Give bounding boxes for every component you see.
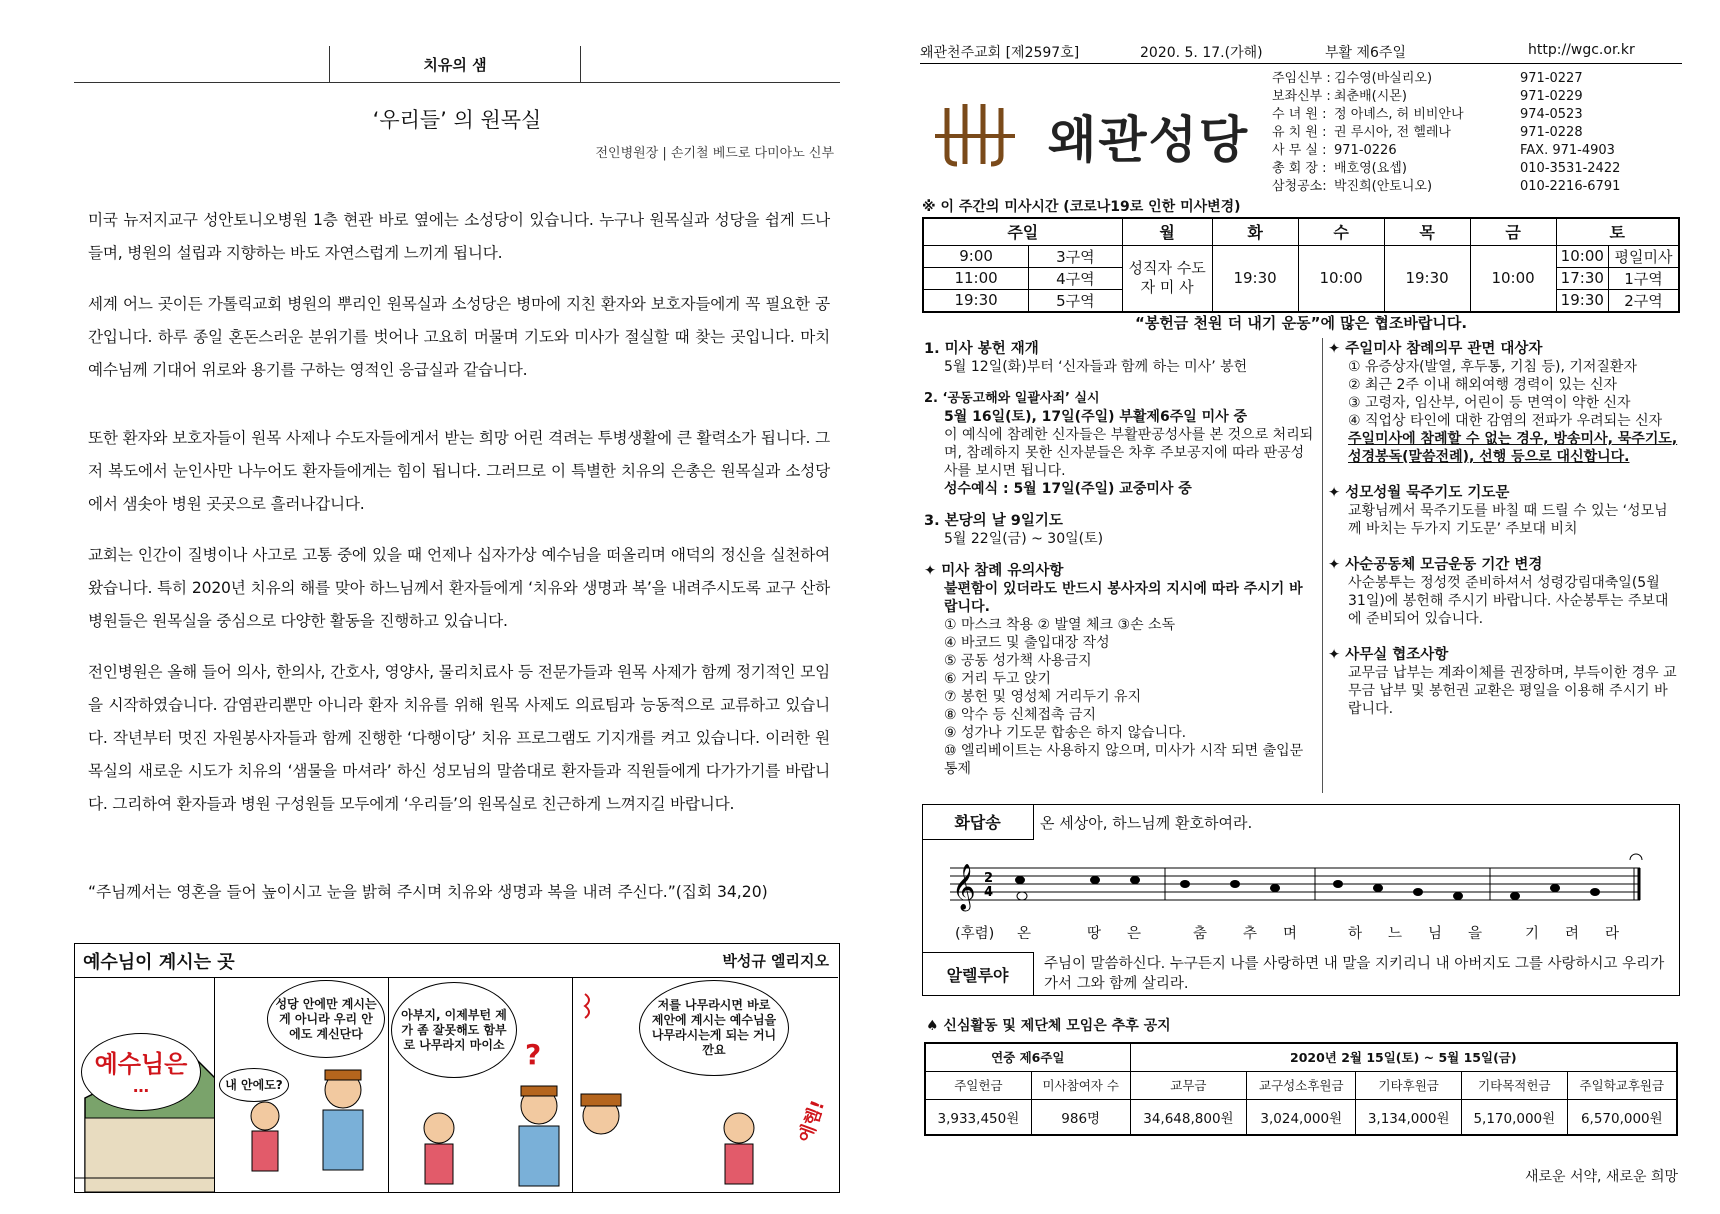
notices-column-2: ✦ 주일미사 참례의무 관면 대상자 ① 유증상자(발열, 후두통, 기침 등), 기저질환자 ② 최근 2주 이내 해외여행 경력이 있는 신자 ③ 고령자, 임산부, 어린이 등 면역이 약한 신자 ④ 직업상 타인에 대한 감염의 전파가 우려되는 신자 주일미사에 참례할 수 없는 경우, 방송미사, 묵주기도, 성경봉독(말씀전례), 선행 등으로 대신합니다. ✦ 성모성월 묵주기도 기도문 교황님께서 묵주기도를 바칠 때 드릴 수 있는 ‘성모님께 바치는 두가지 기도문’ 주보대 비치 ✦ 사순공동체 모금운동 기간 변경 사순봉투는 정성껏 준비하셔서 성령강림대축일(5월 31일)에 봉헌해 주시기 바랍니다. 사순봉투는 주보대에 준비되어 있습니다. ✦ 사무실 협조사항 교무금 납부는 계좌이체를 권장하며, 부득이한 경우 교무금 납부 및 봉헌권 교환은 평일을 이용해 주시기 바랍니다. — [1328, 341, 1678, 717]
staff-row: 총 회 장 : 배호영(요셉) 010-3531-2422 — [1272, 161, 1621, 176]
panel4-bubble: 저를 나무라시면 바로 제안에 계시는 예수님을 나무라시는게 되는 거니깐요 — [639, 980, 789, 1076]
cartoon-panel-1 — [75, 978, 215, 1192]
day-header: 주일 — [923, 218, 1122, 245]
staff-row: 유 치 원 : 권 루시아, 전 헬레나 971-0228 — [1272, 125, 1583, 140]
panel1-dots: … — [133, 1076, 149, 1096]
paragraph-2: 세계 어느 곳이든 가톨릭교회 병원의 뿌리인 원목실과 소성당은 병마에 지친 환자와 보호자들에게 꼭 필요한 공간입니다. 하루 종일 혼돈스러운 분위기를 벗어나 고요히 머물며 기도와 미사가 절실할 때 찾는 곳입니다. 마치 예수님께 기대어 위로와 용기를 구하는 영적인 응급실과 같습니다. — [88, 295, 830, 379]
scripture-quote: “주님께서는 영혼을 들어 높이시고 눈을 밝혀 주시며 치유와 생명과 복을 내려 주신다.”(집회 34,20) — [88, 883, 768, 901]
panel1-text: 예수님은 — [94, 1049, 188, 1078]
psalm-label: 화답송 — [922, 804, 1034, 840]
music-staff — [940, 848, 1670, 918]
staff-row: 삼청공소: 박진희(안토니오) 010-2216-6791 — [1272, 179, 1621, 194]
staff-row: 수 녀 원 : 정 아녜스, 허 비비안나 974-0523 — [1272, 107, 1583, 122]
liturgical-week: 부활 제6주일 — [1325, 45, 1406, 61]
stats-week: 연중 제6주일 — [925, 1043, 1130, 1071]
cartoon-strip — [74, 943, 840, 1193]
day-header: 목 — [1384, 218, 1470, 245]
cartoon-panel-2 — [215, 978, 389, 1192]
paragraph-4: 교회는 인간이 질병이나 사고로 고통 중에 있을 때 언제나 십자가상 예수님을 떠올리며 애덕의 정신을 실천하여 왔습니다. 특히 2020년 치유의 해를 맞아 하느님께서 환자들에게 ‘치유와 생명과 복’을 내려주시도록 교구 산하 병원들은 원목실을 중심으로 다양한 활동을 진행하고 있습니다. — [88, 546, 830, 630]
section-title: 치유의 샘 — [329, 46, 581, 83]
website-link[interactable]: http://wgc.or.kr — [1528, 42, 1635, 58]
cartoon-title: 예수님이 계시는 곳 — [83, 952, 235, 973]
notices-column-1: 1. 미사 봉헌 재개 5월 12일(화)부터 ‘신자들과 함께 하는 미사’ 봉헌 2. ‘공동고해와 일괄사죄’ 실시 5월 16일(토), 17일(주일) 부활제6주일 미사 중 이 예식에 참례한 신자들은 부활판공성사를 본 것으로 처리되며, 참례하지 못한 신자분들은 차후 주보공지에 따라 판공성사를 보시면 됩니다. 성수예식 : 5월 17일(주일) 교중미사 중 3. 본당의 날 9일기도 5월 22일(금) ~ 30일(토) ✦ 미사 참례 유의사항 불편함이 있더라도 반드시 봉사자의 지시에 따라 주시기 바랍니다. ① 마스크 착용 ② 발열 체크 ③손 소독 ④ 바코드 및 출입대장 작성 ⑤ 공동 성가책 사용금지 ⑥ 거리 두고 앉기 ⑦ 봉헌 및 영성체 거리두기 유지 ⑧ 악수 등 신체접촉 금지 ⑨ 성가나 기도문 합송은 하지 않습니다. ⑩ 엘리베이트는 사용하지 않으며, 미사가 시작 되면 출입문 통제 — [924, 341, 1314, 777]
cartoon-panel-3 — [389, 978, 573, 1192]
church-name: 왜관성당 — [1048, 111, 1250, 169]
article-author: 전인병원장 | 손기철 베드로 다미아노 신부 — [595, 146, 834, 161]
panel4-shout: 에헴! — [794, 1097, 830, 1146]
offering-slogan: “봉헌금 천원 더 내기 운동”에 많은 협조바랍니다. — [1134, 314, 1468, 332]
issue-date: 2020. 5. 17.(가해) — [1140, 45, 1263, 61]
article-title: ‘우리들’ 의 원목실 — [372, 108, 542, 132]
day-header: 화 — [1212, 218, 1298, 245]
paragraph-3: 또한 환자와 보호자들이 원목 사제나 수도자들에게서 받는 희망 어린 격려는 투병생활에 큰 활력소가 됩니다. 그저 복도에서 눈인사만 나누어도 환자들에게는 힘이 됩니다. 그러므로 이 특별한 치유의 은총은 원목실과 소성당에서 샘솟아 병원 곳곳으로 흘러나갑니다. — [88, 429, 830, 513]
svg-text:4: 4 — [984, 885, 994, 900]
footer-motto: 새로운 서약, 새로운 희망 — [1524, 1169, 1678, 1185]
day-header: 금 — [1470, 218, 1556, 245]
alleluia-label: 알렐루야 — [922, 952, 1034, 996]
panel3-child-bubble: 아부지, 이제부턴 제가 좀 잘못해도 함부로 나무라지 마이소 — [391, 982, 517, 1078]
staff-row: 주임신부 : 김수영(바실리오) 971-0227 — [1272, 71, 1583, 86]
cartoon-panel-4 — [573, 978, 839, 1192]
offering-stats-table: 연중 제6주일 2020년 2월 15일(토) ~ 5월 15일(금) 주일헌금 미사참여자 수 교무금 교구성소후원금 기타후원금 기타목적헌금 주일학교후원금 3,933,450원 986명 34,648,800원 3,024,000원 3,134,000원 5,170,000원 6,570,000원 — [924, 1042, 1678, 1136]
paragraph-1: 미국 뉴저지교구 성안토니오병원 1층 현관 바로 옆에는 소성당이 있습니다. 누구나 원목실과 성당을 쉽게 드나들며, 병원의 설립과 지향하는 바도 자연스럽게 느끼게 됩니다. — [88, 211, 830, 262]
monday-mass: 성직자 수도자 미 사 — [1122, 245, 1212, 312]
svg-text:𝄞: 𝄞 — [952, 864, 976, 910]
alleluia-verse: 주님이 말씀하신다. 누구든지 나를 사랑하면 내 말을 지키리니 내 아버지도 그를 사랑하시고 우리가 가서 그와 함께 살리라. — [1044, 956, 1665, 992]
mass-notice: ※ 이 주간의 미사시간 (코로나19로 인한 미사변경) — [922, 199, 1241, 215]
svg-text:2: 2 — [984, 871, 994, 886]
column-divider — [1322, 338, 1323, 793]
panel3-question: ? — [525, 1038, 542, 1071]
stats-notice: ♠ 신심활동 및 제단체 모임은 추후 공지 — [926, 1018, 1171, 1034]
day-header: 수 — [1298, 218, 1384, 245]
mass-schedule-table: 주일 월 화 수 목 금 토 9:00 3구역 성직자 수도자 미 사 19:30 10:00 19:30 10:00 10:00 평일미사 11:00 4구역 17:30 1구역 19:30 5구역 19:30 2구역 — [922, 217, 1680, 313]
staff-row: 보좌신부 : 최춘배(시몬) 971-0229 — [1272, 89, 1583, 104]
panel2-adult-bubble: 성당 안에만 계시는게 아니라 우리 안에도 계신단다 — [267, 980, 385, 1058]
church-logo — [935, 100, 1015, 170]
parish-issue: 왜관천주교회 [제2597호] — [920, 45, 1080, 61]
staff-row: 사 무 실 : 971-0226 FAX. 971-4903 — [1272, 143, 1615, 158]
day-header: 월 — [1122, 218, 1212, 245]
paragraph-5: 전인병원은 올해 들어 의사, 한의사, 간호사, 영양사, 물리치료사 등 전문가들과 원목 사제가 함께 정기적인 모임을 시작하였습니다. 감염관리뿐만 아니라 환자 치유를 위해 원목 사제도 의료팀과 능동적으로 교류하고 있습니다. 작년부터 멋진 자원봉사자들과 함께 진행한 ‘다행이당’ 치유 프로그램도 기지개를 켜고 있습니다. 이러한 원목실의 새로운 시도가 치유의 ‘샘물을 마셔라’ 하신 성모님의 말씀대로 환자들과 직원들에게 다가가기를 바랍니다. 그리하여 환자들과 병원 구성원들 모두에게 ‘우리들’의 원목실로 친근하게 느껴지길 바랍니다. — [88, 663, 830, 813]
panel2-child-bubble: 내 안에도? — [219, 1068, 289, 1102]
day-header: 토 — [1556, 218, 1679, 245]
cartoon-artist: 박성규 엘리지오 — [722, 952, 829, 970]
psalm-refrain: 온 세상아, 하느님께 환호하여라. — [1040, 814, 1253, 832]
stats-period: 2020년 2월 15일(토) ~ 5월 15일(금) — [1130, 1043, 1677, 1071]
